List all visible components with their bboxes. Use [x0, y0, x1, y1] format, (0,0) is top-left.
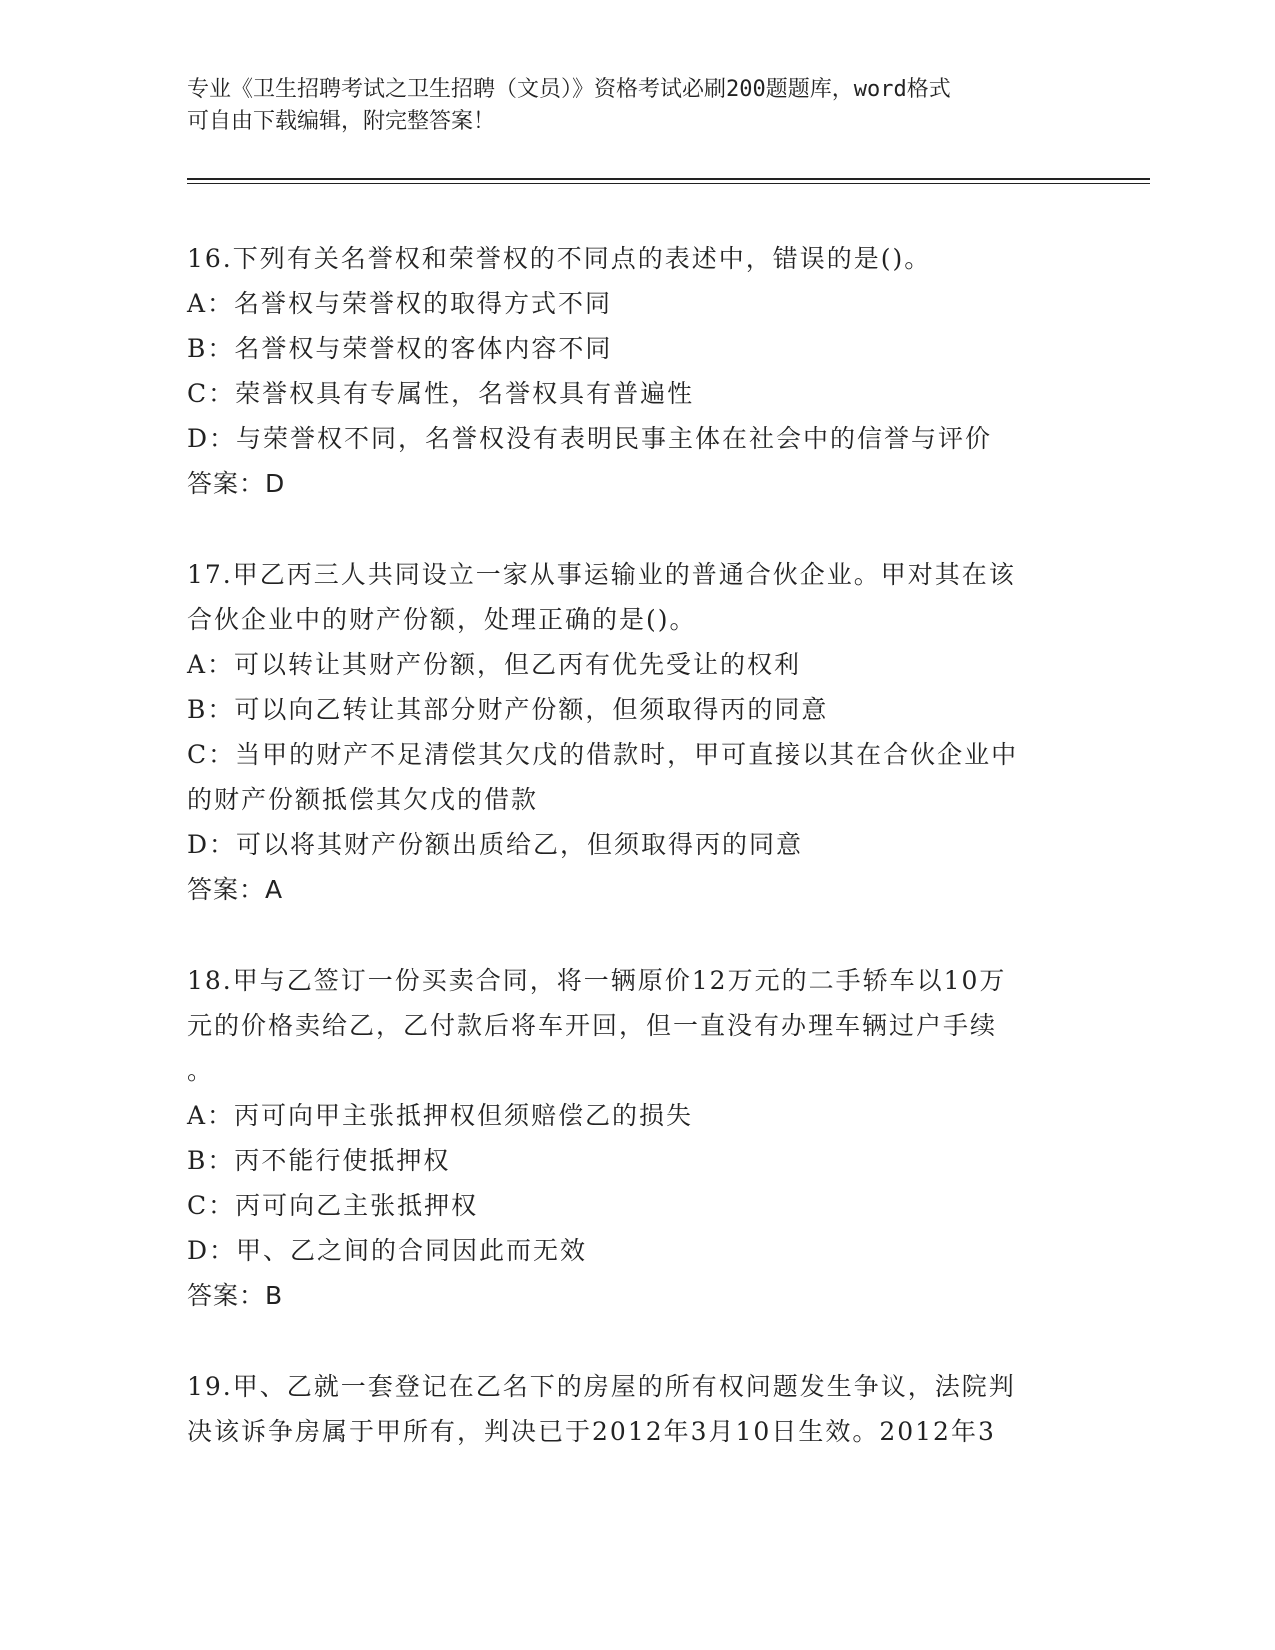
question-stem-line-2: 合伙企业中的财产份额，处理正确的是()。 [187, 605, 697, 634]
question-stem-line-2: 决该诉争房属于甲所有，判决已于2012年3月10日生效。2012年3 [187, 1417, 996, 1446]
option-d: D：与荣誉权不同，名誉权没有表明民事主体在社会中的信誉与评价 [187, 424, 993, 453]
answer-label: 答案：D [187, 469, 286, 498]
header-line-2: 可自由下载编辑，附完整答案！ [187, 109, 496, 134]
question-stem-line-2: 元的价格卖给乙，乙付款后将车开回，但一直没有办理车辆过户手续 [187, 1011, 998, 1040]
option-b: B：名誉权与荣誉权的客体内容不同 [187, 334, 613, 363]
option-c: C：荣誉权具有专属性，名誉权具有普遍性 [187, 379, 695, 408]
question-stem: 16.下列有关名誉权和荣誉权的不同点的表述中，错误的是()。 [187, 244, 932, 273]
answer-label: 答案：B [187, 1281, 284, 1310]
question-stem-line-1: 18.甲与乙签订一份买卖合同，将一辆原价12万元的二手轿车以10万 [187, 966, 1007, 995]
header-divider-thick [187, 178, 1150, 180]
question-list [187, 236, 1087, 1500]
answer-label: 答案：A [187, 875, 284, 904]
question-17 [187, 552, 1087, 912]
option-b: B：可以向乙转让其部分财产份额，但须取得丙的同意 [187, 695, 829, 724]
question-19 [187, 1364, 1087, 1454]
question-16 [187, 236, 1087, 506]
option-a: A：名誉权与荣誉权的取得方式不同 [187, 289, 613, 318]
document-header [187, 74, 1067, 138]
question-stem-line-3: 。 [187, 1056, 215, 1085]
option-a: A：可以转让其财产份额，但乙丙有优先受让的权利 [187, 650, 802, 679]
option-c-line-2: 的财产份额抵偿其欠戊的借款 [187, 785, 539, 814]
option-c-line-1: C：当甲的财产不足清偿其欠戊的借款时，甲可直接以其在合伙企业中 [187, 740, 1019, 769]
question-18 [187, 958, 1087, 1318]
option-b: B：丙不能行使抵押权 [187, 1146, 451, 1175]
option-a: A：丙可向甲主张抵押权但须赔偿乙的损失 [187, 1101, 694, 1130]
option-d: D：可以将其财产份额出质给乙，但须取得丙的同意 [187, 830, 804, 859]
header-divider-thin [187, 183, 1150, 184]
question-stem-line-1: 19.甲、乙就一套登记在乙名下的房屋的所有权问题发生争议，法院判 [187, 1372, 1016, 1401]
question-stem-line-1: 17.甲乙丙三人共同设立一家从事运输业的普通合伙企业。甲对其在该 [187, 560, 1016, 589]
option-d: D：甲、乙之间的合同因此而无效 [187, 1236, 588, 1265]
header-line-1: 专业《卫生招聘考试之卫生招聘（文员）》资格考试必刷200题题库，word格式 [187, 77, 951, 102]
option-c: C：丙可向乙主张抵押权 [187, 1191, 479, 1220]
